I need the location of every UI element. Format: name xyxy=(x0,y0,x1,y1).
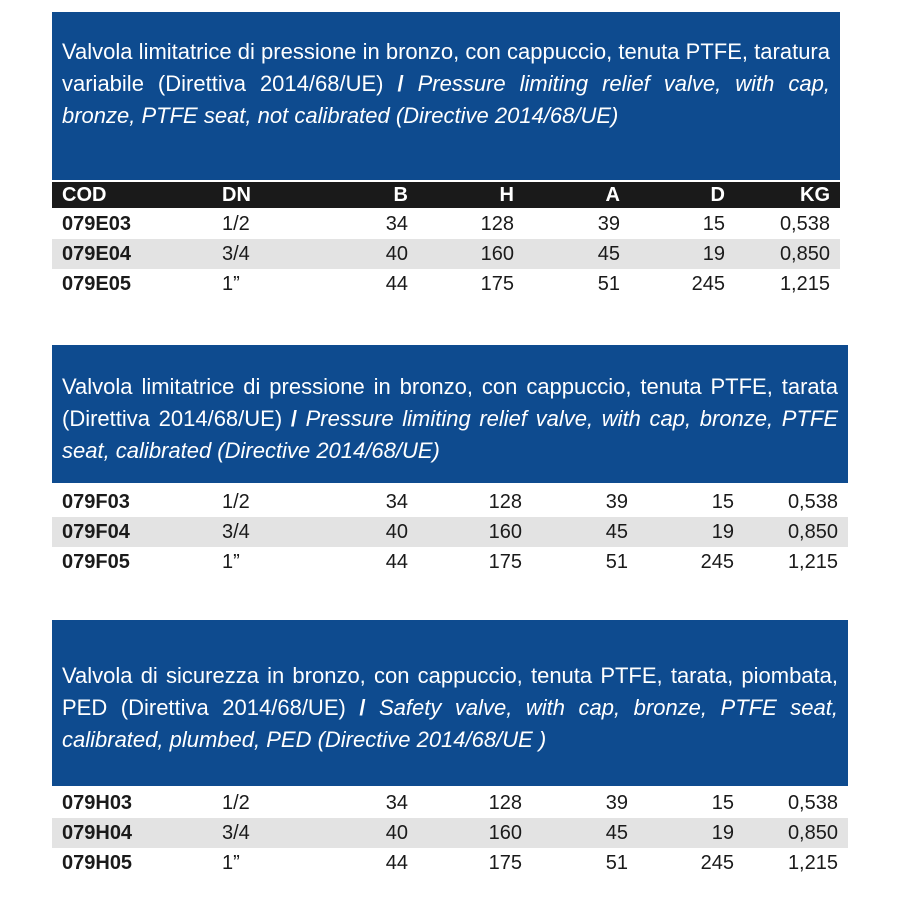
cell-d: 19 xyxy=(702,243,725,265)
section-1-title-en: Pressure limiting relief valve, with cap, bronze, PTFE seat, not calibrated (Directive 2014/68/UE) xyxy=(62,71,830,128)
cell-kg: 0,850 xyxy=(787,521,838,543)
cell-cod: 079H05 xyxy=(62,852,133,874)
cell-dn: 1/2 xyxy=(222,491,250,513)
cell-a: 51 xyxy=(597,273,620,295)
cell-a: 39 xyxy=(597,213,620,235)
cell-d: 19 xyxy=(711,521,734,543)
header-kg: KG xyxy=(800,184,830,206)
cell-kg: 1,215 xyxy=(779,273,830,295)
header-d: D xyxy=(710,184,725,206)
table-row xyxy=(52,269,840,299)
section-1-title-it: Valvola limitatrice di pressione in bronzo, con cappuccio, tenuta PTFE, taratura variabile (Direttiva 2014/68/UE) xyxy=(62,39,830,96)
cell-cod: 079F03 xyxy=(62,491,130,513)
cell-b: 40 xyxy=(385,243,408,265)
cell-dn: 1” xyxy=(222,852,240,874)
cell-h: 160 xyxy=(480,243,514,265)
table-row xyxy=(52,818,848,848)
cell-cod: 079E03 xyxy=(62,213,131,235)
section-2-banner xyxy=(52,345,848,483)
cell-a: 39 xyxy=(605,792,628,814)
cell-a: 45 xyxy=(605,822,628,844)
cell-b: 40 xyxy=(385,521,408,543)
cell-cod: 079F05 xyxy=(62,551,130,573)
header-h: H xyxy=(499,184,514,206)
section-1-banner xyxy=(52,12,840,180)
cell-kg: 1,215 xyxy=(787,852,838,874)
table-header xyxy=(52,182,840,208)
cell-h: 128 xyxy=(488,491,522,513)
section-2-title-it: Valvola limitatrice di pressione in bronzo, con cappuccio, tenuta PTFE, tarata (Direttiva 2014/68/UE) xyxy=(62,374,838,431)
cell-b: 44 xyxy=(385,551,408,573)
section-3-banner xyxy=(52,620,848,786)
cell-a: 39 xyxy=(605,491,628,513)
cell-d: 245 xyxy=(700,551,734,573)
cell-kg: 0,538 xyxy=(779,213,830,235)
cell-dn: 1” xyxy=(222,551,240,573)
cell-h: 175 xyxy=(480,273,514,295)
cell-cod: 079E05 xyxy=(62,273,131,295)
cell-h: 128 xyxy=(488,792,522,814)
table-row xyxy=(52,848,848,878)
cell-kg: 0,538 xyxy=(787,491,838,513)
cell-a: 45 xyxy=(605,521,628,543)
section-3-title-en: Safety valve, with cap, bronze, PTFE seat, calibrated, plumbed, PED (Directive 2014/68/UE ) xyxy=(62,695,838,752)
table-row xyxy=(52,209,840,239)
cell-dn: 3/4 xyxy=(222,521,250,543)
table-row xyxy=(52,547,848,577)
cell-b: 34 xyxy=(385,213,408,235)
cell-cod: 079F04 xyxy=(62,521,130,543)
cell-b: 44 xyxy=(385,273,408,295)
cell-d: 15 xyxy=(711,491,734,513)
cell-cod: 079H03 xyxy=(62,792,133,814)
table-row xyxy=(52,239,840,269)
cell-a: 45 xyxy=(597,243,620,265)
cell-d: 15 xyxy=(702,213,725,235)
header-b: B xyxy=(393,184,408,206)
cell-b: 44 xyxy=(385,852,408,874)
cell-d: 245 xyxy=(700,852,734,874)
header-dn: DN xyxy=(222,184,251,206)
header-cod: COD xyxy=(62,184,107,206)
cell-d: 15 xyxy=(711,792,734,814)
cell-h: 160 xyxy=(488,521,522,543)
cell-b: 40 xyxy=(385,822,408,844)
section-1-title-separator: / xyxy=(383,71,418,96)
table-row xyxy=(52,517,848,547)
cell-kg: 0,850 xyxy=(787,822,838,844)
cell-cod: 079E04 xyxy=(62,243,131,265)
cell-b: 34 xyxy=(385,491,408,513)
cell-kg: 0,850 xyxy=(779,243,830,265)
section-3-title-it: Valvola di sicurezza in bronzo, con cappuccio, tenuta PTFE, tarata, piombata, PED (Direttiva 2014/68/UE) xyxy=(62,663,838,720)
cell-kg: 0,538 xyxy=(787,792,838,814)
cell-cod: 079H04 xyxy=(62,822,133,844)
cell-kg: 1,215 xyxy=(787,551,838,573)
cell-dn: 3/4 xyxy=(222,243,250,265)
cell-dn: 1/2 xyxy=(222,792,250,814)
table-row xyxy=(52,788,848,818)
cell-a: 51 xyxy=(605,551,628,573)
cell-h: 160 xyxy=(488,822,522,844)
cell-dn: 3/4 xyxy=(222,822,250,844)
cell-h: 175 xyxy=(488,852,522,874)
cell-d: 19 xyxy=(711,822,734,844)
cell-dn: 1” xyxy=(222,273,240,295)
header-a: A xyxy=(605,184,620,206)
cell-h: 175 xyxy=(488,551,522,573)
cell-a: 51 xyxy=(605,852,628,874)
cell-h: 128 xyxy=(480,213,514,235)
cell-dn: 1/2 xyxy=(222,213,250,235)
table-row xyxy=(52,487,848,517)
cell-b: 34 xyxy=(385,792,408,814)
section-3-title-separator: / xyxy=(345,695,379,720)
section-2-title-separator: / xyxy=(282,406,306,431)
cell-d: 245 xyxy=(691,273,725,295)
section-2-title-en: Pressure limiting relief valve, with cap, bronze, PTFE seat, calibrated (Directive 2014/68/UE) xyxy=(62,406,838,463)
